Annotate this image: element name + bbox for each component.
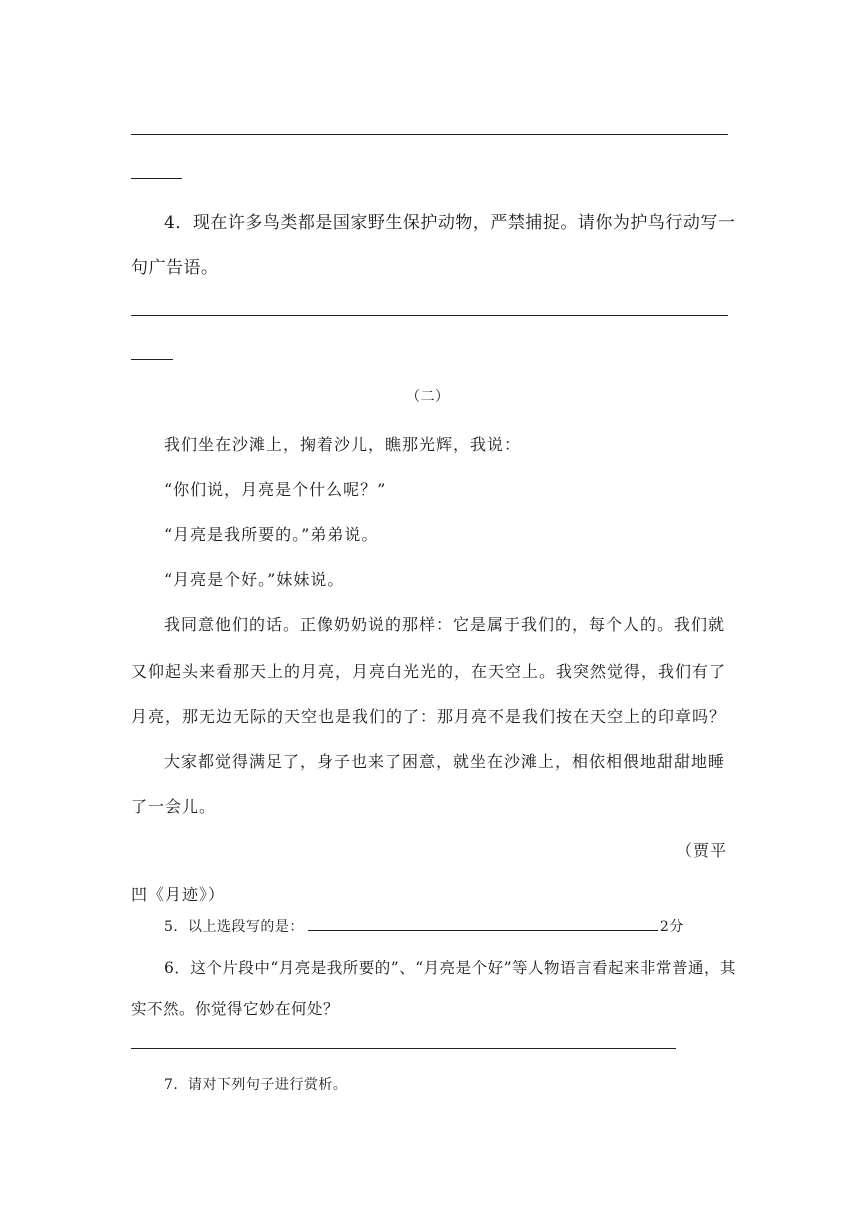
question-4-line-1: 4．现在许多鸟类都是国家野生保护动物，严禁捕捉。请你为护鸟行动写一	[164, 213, 736, 233]
passage-paragraph-line: 大家都觉得满足了，身子也来了困意，就坐在沙滩上，相依相偎地甜甜地睡	[164, 752, 726, 771]
answer-line-short	[131, 178, 182, 179]
answer-blank	[308, 916, 658, 931]
passage-paragraph: 我们坐在沙滩上，掬着沙儿，瞧那光辉，我说：	[164, 435, 522, 454]
answer-line	[131, 1048, 676, 1049]
passage-source: （贾平	[676, 841, 728, 860]
section-heading: （二）	[406, 389, 450, 405]
question-5-label: 5．以上选段写的是：	[164, 919, 304, 935]
question-4-line-2: 句广告语。	[131, 258, 219, 278]
question-7: 7．请对下列句子进行赏析。	[164, 1077, 348, 1093]
passage-source: 凹《月迹》）	[131, 885, 226, 904]
answer-line-short	[131, 359, 173, 360]
passage-paragraph-line: 了一会儿。	[131, 797, 217, 816]
passage-paragraph-line: 又仰起头来看那天上的月亮，月亮白光光的，在天空上。我突然觉得，我们有了	[131, 662, 727, 681]
passage-paragraph: “月亮是个好。”妹妹说。	[164, 570, 345, 589]
answer-line	[131, 315, 728, 316]
passage-paragraph: “月亮是我所要的。”弟弟说。	[164, 525, 379, 544]
question-5-score: 2分	[659, 919, 684, 935]
passage-paragraph-line: 月亮，那无边无际的天空也是我们的了：那月亮不是我们按在天空上的印章吗？	[131, 707, 727, 726]
passage-paragraph: “你们说，月亮是个什么呢？”	[164, 480, 387, 499]
question-6-line-1: 6．这个片段中“月亮是我所要的”、“月亮是个好”等人物语言看起来非常普通，其	[164, 959, 737, 977]
question-6-line-2: 实不然。你觉得它妙在何处？	[131, 1000, 340, 1018]
question-5	[164, 916, 684, 936]
answer-line	[131, 134, 728, 135]
passage-paragraph-line: 我同意他们的话。正像奶奶说的那样：它是属于我们的，每个人的。我们就	[164, 615, 726, 634]
